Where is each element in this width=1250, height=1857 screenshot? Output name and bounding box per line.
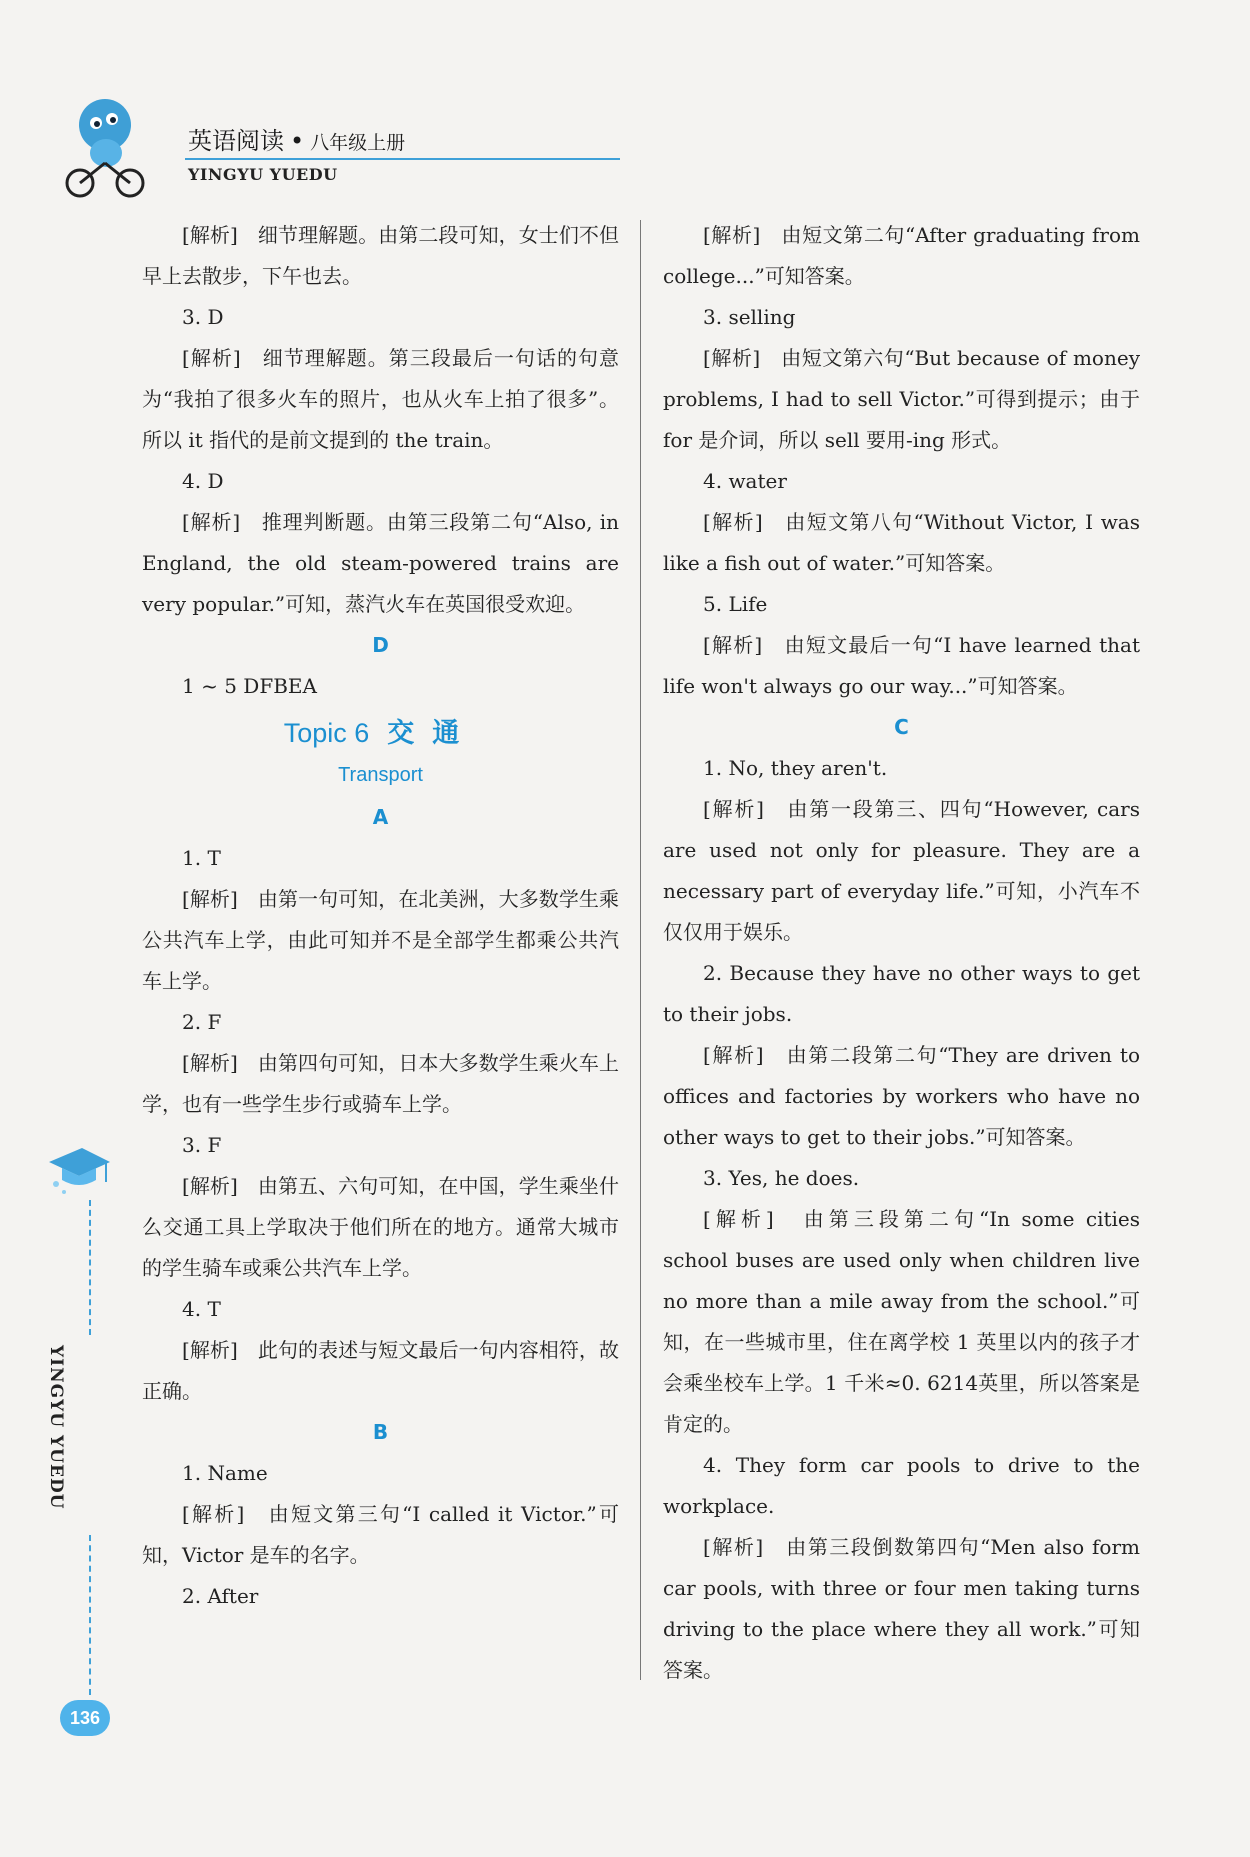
grade-subtitle: 八年级上册 [310, 132, 406, 154]
analysis-paragraph: [解析] 由第一句可知，在北美洲，大多数学生乘公共汽车上学，由此可知并不是全部学生都乘公共汽车上学。 [142, 887, 619, 993]
analysis-paragraph: [解析] 由短文第六句“But because of money problems, I had to sell Victor.”可得到提示；由于 for 是介词，所以 sell 要用-ing 形式。 [663, 346, 1140, 452]
column-divider [640, 220, 641, 1680]
answer-line: 1 ~ 5 DFBEA [182, 674, 317, 698]
section-letter: D [372, 633, 389, 657]
sidebar-dash-top [89, 1200, 91, 1335]
header-rule [185, 158, 620, 160]
answer-line: 3. F [182, 1133, 222, 1157]
analysis-paragraph: [解析] 由第二段第二句“They are driven to offices and factories by workers who have no other ways to get to their jobs.”可知答案。 [663, 1043, 1140, 1149]
header-pinyin: YINGYU YUEDU [188, 165, 338, 184]
analysis-paragraph: [解析] 由短文第二句“After graduating from college...”可知答案。 [663, 223, 1140, 288]
answer-line: 2. Because they have no other ways to get to their jobs. [663, 961, 1140, 1026]
answer-line: 1. No, they aren't. [703, 756, 888, 780]
section-letter: A [372, 805, 389, 829]
analysis-paragraph: [解析] 此句的表述与短文最后一句内容相符，故正确。 [142, 1338, 619, 1403]
analysis-paragraph: [解析] 细节理解题。第三段最后一句话的句意为“我拍了很多火车的照片，也从火车上拍了很多”。所以 it 指代的是前文提到的 the train。 [142, 346, 619, 452]
analysis-paragraph: [解析] 由第三段倒数第四句“Men also form car pools, with three or four men taking turns driving to the place where they all work.”可知答案。 [663, 1535, 1140, 1682]
analysis-paragraph: [解析] 推理判断题。由第三段第二句“Also, in England, the old steam-powered trains are very popular.”可知，蒸汽火车在英国很受欢迎。 [142, 510, 619, 616]
answer-line: 2. F [182, 1010, 222, 1034]
answer-line: 4. D [182, 469, 224, 493]
sidebar-dash-bottom [89, 1535, 91, 1695]
analysis-paragraph: [解析] 由第一段第三、四句“However, cars are used not only for pleasure. They are a necessary part of everyday life.”可知，小汽车不仅仅用于娱乐。 [663, 797, 1140, 944]
title-dot: • [290, 127, 305, 155]
answer-line: 3. D [182, 305, 224, 329]
book-title [188, 121, 405, 156]
answer-line: 2. After [182, 1584, 259, 1608]
topic-english-title: Transport [338, 764, 423, 786]
graduation-cap-icon [44, 1140, 114, 1200]
right-column [663, 215, 1140, 1691]
section-letter: C [894, 715, 909, 739]
analysis-paragraph: [解析] 由第三段第二句“In some cities school buses are used only when children live no more than a mile away from the school.”可知，在一些城市里，住在离学校 1 英里以内的孩子才会乘坐校车上学。1 千米≈0. 6214英里，所以答案是肯定的。 [663, 1207, 1140, 1436]
analysis-paragraph: [解析] 由第五、六句可知，在中国，学生乘坐什么交通工具上学取决于他们所在的地方。通常大城市的学生骑车或乘公共汽车上学。 [142, 1174, 619, 1280]
page-number: 136 [60, 1700, 110, 1736]
analysis-paragraph: [解析] 由短文第八句“Without Victor, I was like a fish out of water.”可知答案。 [663, 510, 1140, 575]
title-text: 英语阅读 [188, 127, 284, 155]
answer-line: 4. They form car pools to drive to the workplace. [663, 1453, 1140, 1518]
answer-line: 1. Name [182, 1461, 268, 1485]
answer-line: 4. water [703, 469, 787, 493]
answer-line: 5. Life [703, 592, 768, 616]
analysis-paragraph: [解析] 细节理解题。由第二段可知，女士们不但早上去散步，下午也去。 [142, 223, 619, 288]
answer-line: 3. selling [703, 305, 796, 329]
analysis-paragraph: [解析] 由第四句可知，日本大多数学生乘火车上学，也有一些学生步行或骑车上学。 [142, 1051, 619, 1116]
sidebar-vertical-text: YINGYU YUEDU [46, 1345, 66, 1510]
mascot-cyclist-icon [60, 95, 150, 200]
topic-title: 交通 [387, 718, 478, 748]
left-column [142, 215, 619, 1617]
topic-number: Topic 6 [283, 718, 370, 748]
answer-line: 3. Yes, he does. [703, 1166, 860, 1190]
answer-line: 1. T [182, 846, 221, 870]
answer-line: 4. T [182, 1297, 221, 1321]
analysis-paragraph: [解析] 由短文第三句“I called it Victor.”可知，Victor 是车的名字。 [142, 1502, 619, 1567]
analysis-paragraph: [解析] 由短文最后一句“I have learned that life won't always go our way...”可知答案。 [663, 633, 1140, 698]
section-letter: B [372, 1420, 389, 1444]
topic-heading [142, 707, 619, 759]
page-header [60, 95, 580, 205]
